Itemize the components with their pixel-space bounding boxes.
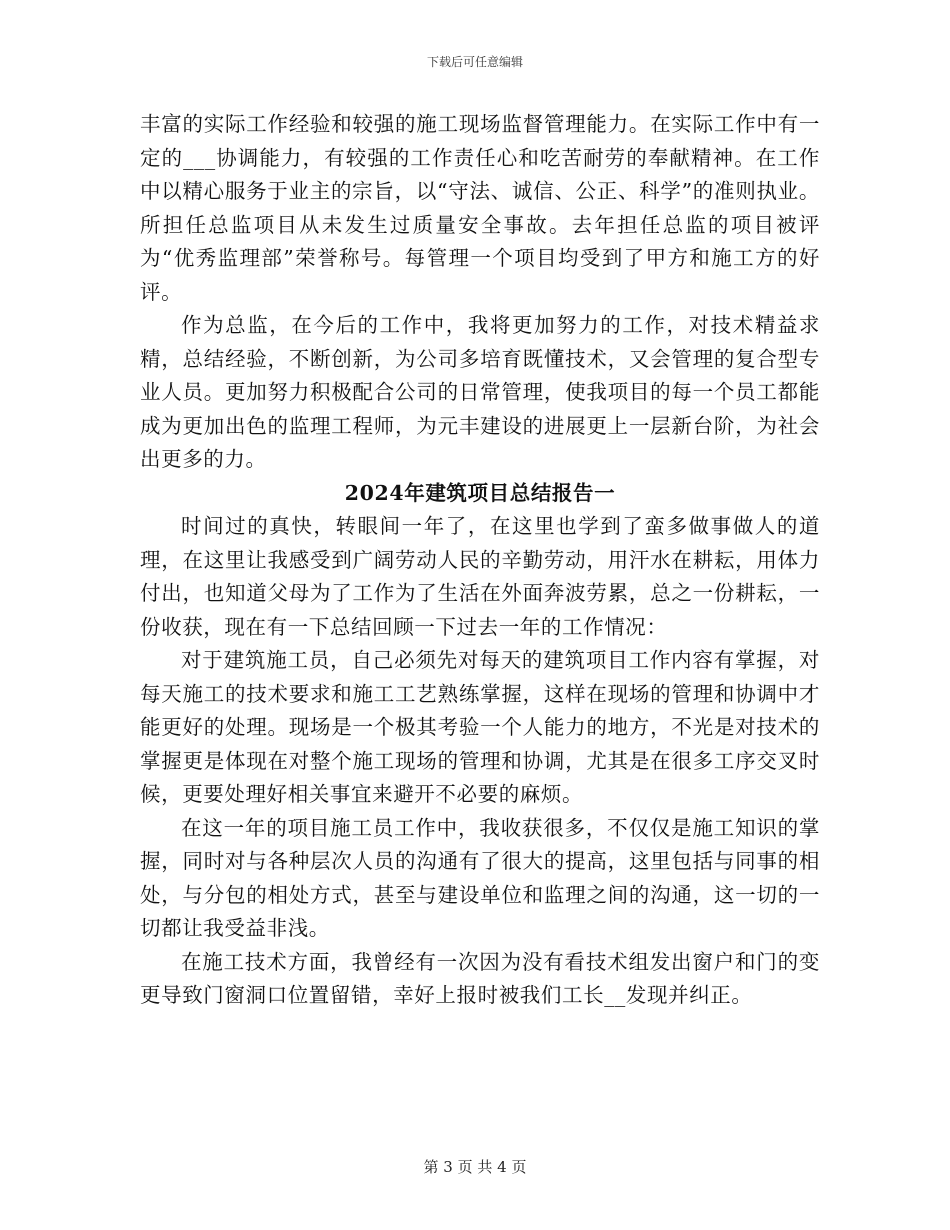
header-note: 下载后可任意编辑 (426, 55, 523, 69)
paragraph-continued: 丰富的实际工作经验和较强的施工现场监督管理能力。在实际工作中有一定的___协调能力，有较强的工作责任心和吃苦耐劳的奉献精神。在工作中以精心服务于业主的宗旨，以“守法、诚信、公正、科学”的准则执业。所担任总监项目从未发生过质量安全事故。去年担任总监的项目被评为“优秀监理部”荣誉称号。每管理一个项目均受到了甲方和施工方的好评。 (140, 112, 820, 304)
document-body (140, 108, 820, 1013)
paragraph: 在施工技术方面，我曾经有一次因为没有看技术组发出窗户和门的变更导致门窗洞口位置留错，幸好上报时被我们工长__发现并纠正。 (140, 949, 820, 1007)
paragraph: 时间过的真快，转眼间一年了，在这里也学到了蛮多做事做人的道理，在这里让我感受到广阔劳动人民的辛勤劳动，用汗水在耕耘，用体力付出，也知道父母为了工作为了生活在外面奔波劳累，总之一份耕耘，一份收获，现在有一下总结回顾一下过去一年的工作情况： (140, 514, 820, 639)
section-heading: 2024年建筑项目总结报告一 (344, 480, 616, 505)
paragraph: 作为总监，在今后的工作中，我将更加努力的工作，对技术精益求精，总结经验，不断创新，为公司多培育既懂技术，又会管理的复合型专业人员。更加努力积极配合公司的日常管理，使我项目的每一个员工都能成为更加出色的监理工程师，为元丰建设的进展更上一层新台阶，为社会出更多的力。 (140, 313, 820, 471)
paragraph: 对于建筑施工员，自己必须先对每天的建筑项目工作内容有掌握，对每天施工的技术要求和施工工艺熟练掌握，这样在现场的管理和协调中才能更好的处理。现场是一个极其考验一个人能力的地方，不光是对技术的掌握更是体现在对整个施工现场的管理和协调，尤其是在很多工序交叉时候，更要处理好相关事宜来避开不必要的麻烦。 (140, 648, 820, 806)
page-number: 第 3 页 共 4 页 (423, 1158, 527, 1176)
paragraph: 在这一年的项目施工员工作中，我收获很多，不仅仅是施工知识的掌握，同时对与各种层次人员的沟通有了很大的提高，这里包括与同事的相处，与分包的相处方式，甚至与建设单位和监理之间的沟通，这一切的一切都让我受益非浅。 (140, 815, 820, 940)
